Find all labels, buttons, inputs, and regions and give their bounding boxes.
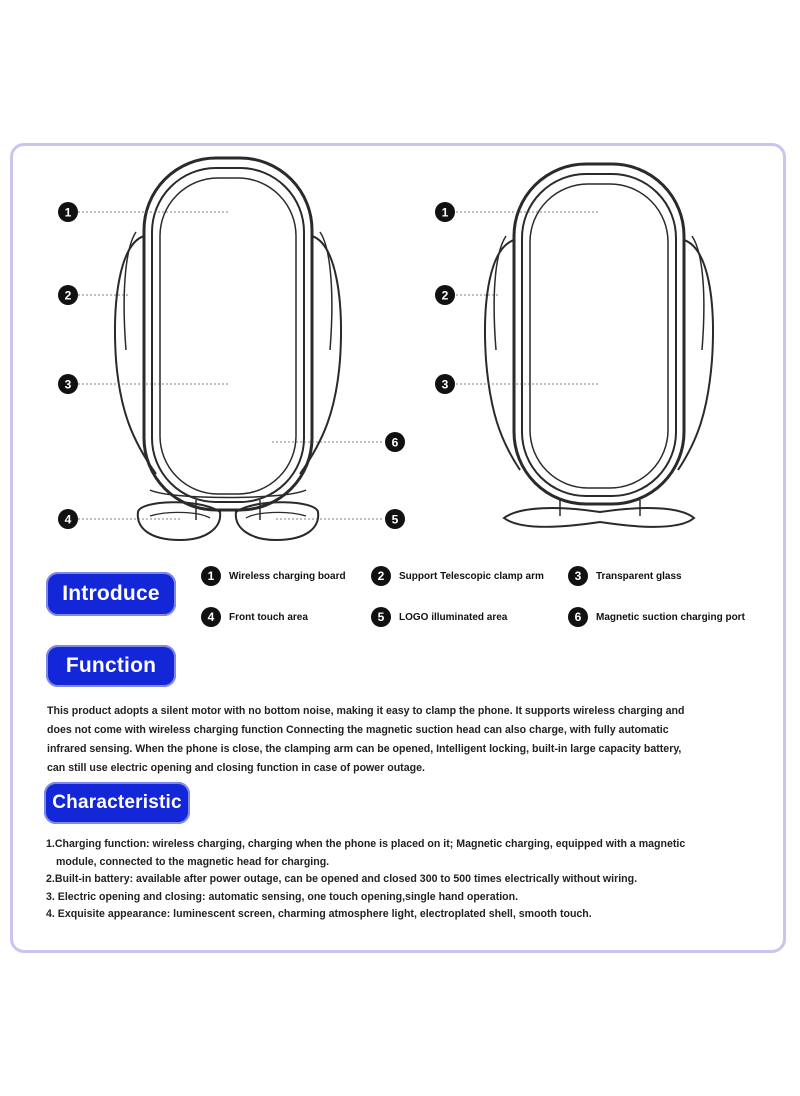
list-item: 2.Built-in battery: available after power outage, can be opened and closed 300 to 500 times electrically without wiring. [46, 873, 638, 885]
legend-item [201, 566, 346, 586]
legend-label: Wireless charging board [229, 570, 346, 582]
paragraph-line: can still use electric opening and closing function in case of power outage. [47, 762, 425, 774]
legend-number: 4 [201, 607, 221, 627]
legend-number: 3 [568, 566, 588, 586]
list-item: 1.Charging function: wireless charging, charging when the phone is placed on it; Magnetic charging, equipped with a magnetic [46, 838, 686, 850]
callout-label: 1 [64, 205, 72, 220]
callout-label: 6 [391, 435, 399, 450]
callout-1-right [435, 202, 455, 222]
callout-label: 4 [64, 512, 72, 527]
callout-label: 2 [441, 288, 449, 303]
callout-3-right [435, 374, 455, 394]
function-paragraph [47, 702, 759, 778]
callout-4-left [58, 509, 78, 529]
list-item-continuation: module, connected to the magnetic head for charging. [56, 855, 330, 868]
characteristic-heading: Characteristic [44, 782, 190, 824]
list-item: 4. Exquisite appearance: luminescent screen, charming atmosphere light, electroplated shell, smooth touch. [46, 908, 592, 920]
callout-label: 1 [441, 205, 449, 220]
front-view-holder [115, 158, 341, 540]
legend-number: 2 [371, 566, 391, 586]
legend-label: Magnetic suction charging port [596, 611, 745, 623]
legend-number: 1 [201, 566, 221, 586]
legend-label: Transparent glass [596, 570, 682, 582]
callout-5-left [385, 509, 405, 529]
callout-2-right [435, 285, 455, 305]
legend-number: 6 [568, 607, 588, 627]
legend-item [371, 566, 544, 586]
callout-6-left [385, 432, 405, 452]
function-heading: Function [46, 645, 176, 687]
legend-number: 5 [371, 607, 391, 627]
legend-item [568, 566, 682, 586]
callout-label: 3 [441, 377, 449, 392]
introduce-heading: Introduce [46, 572, 176, 616]
paragraph-line: does not come with wireless charging function Connecting the magnetic suction head can also charge, with fully automatic [47, 724, 669, 736]
legend-label: Support Telescopic clamp arm [399, 570, 544, 582]
characteristic-list [46, 836, 766, 924]
paragraph-line: This product adopts a silent motor with no bottom noise, making it easy to clamp the phone. It supports wireless charging and [47, 705, 685, 717]
legend-item [201, 607, 308, 627]
legend-label: Front touch area [229, 611, 308, 623]
callout-label: 2 [64, 288, 72, 303]
callout-label: 3 [64, 377, 72, 392]
side-view-holder [485, 164, 713, 527]
callout-3-left [58, 374, 78, 394]
legend-label: LOGO illuminated area [399, 611, 508, 623]
callout-2-left [58, 285, 78, 305]
legend-item [568, 607, 745, 627]
callout-1-left [58, 202, 78, 222]
legend-item [371, 607, 507, 627]
list-item: 3. Electric opening and closing: automatic sensing, one touch opening,single hand operation. [46, 890, 519, 903]
callout-label: 5 [391, 512, 399, 527]
paragraph-line: infrared sensing. When the phone is close, the clamping arm can be opened, Intelligent locking, built-in large capacity battery, [47, 743, 682, 755]
